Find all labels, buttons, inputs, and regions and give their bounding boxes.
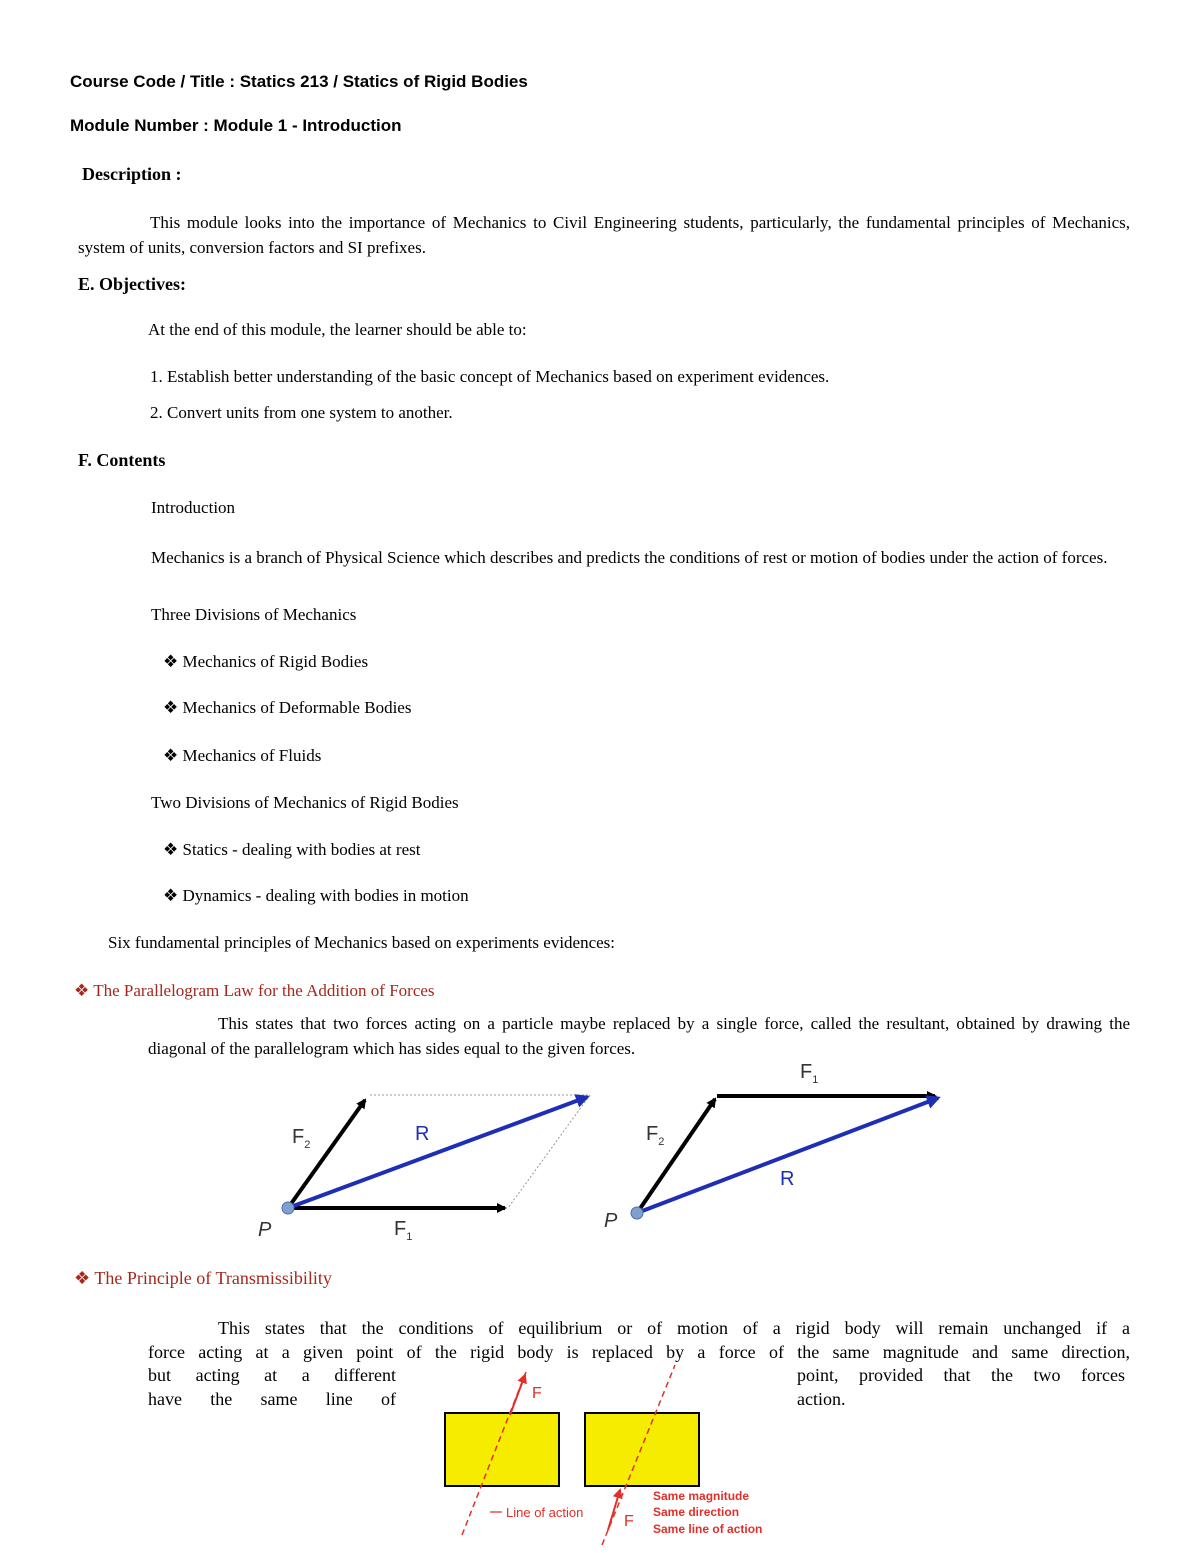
f2-vector-triangle	[637, 1099, 715, 1213]
objective-item-2: 2. Convert units from one system to another.	[150, 403, 453, 422]
rigid-body-left	[445, 1413, 559, 1486]
list-item-label: Dynamics - dealing with bodies in motion	[182, 886, 469, 905]
f2-label: $F_2$	[292, 1126, 311, 1151]
transmissibility-line-1: This states that the conditions of equilibrium or of motion of a rigid body will remain unchanged if a	[218, 1318, 1130, 1338]
list-item-label: Statics - dealing with bodies at rest	[182, 840, 421, 859]
note-same-magnitude: Same magnitude	[653, 1489, 750, 1503]
transmissibility-line-3-left: but acting at a different	[148, 1365, 396, 1385]
objective-item-1: 1. Establish better understanding of the basic concept of Mechanics based on experiment evidences.	[150, 367, 830, 386]
force-label-top: F	[532, 1385, 542, 1402]
bullet-icon: ❖	[163, 886, 179, 905]
list-item	[163, 746, 321, 766]
transmissibility-line-4-left: have the same line of	[148, 1389, 396, 1409]
parallelogram-law-text: This states that two forces acting on a particle maybe replaced by a single force, called the resultant, obtained by drawing the diagonal of the parallelogram which has sides equal to the given forces.	[148, 1014, 1130, 1058]
module-number: Module Number : Module 1 - Introduction	[70, 116, 402, 135]
transmissibility-line-2: force acting at a given point of the rigid body is replaced by a force of the same magnitude and same direction,	[148, 1342, 1130, 1362]
parallelogram-law-label: The Parallelogram Law for the Addition of Forces	[93, 981, 435, 1000]
resultant-vector	[288, 1097, 587, 1208]
force-arrow-top	[510, 1375, 525, 1415]
transmissibility-line-4-right: action.	[797, 1389, 846, 1409]
three-divisions-title: Three Divisions of Mechanics	[151, 605, 357, 624]
p-label-triangle: P	[604, 1210, 618, 1232]
list-item	[163, 886, 469, 906]
rigid-body-right	[585, 1413, 699, 1486]
parallelogram-figure	[250, 1060, 970, 1250]
line-of-action-label: Line of action	[506, 1505, 584, 1520]
resultant-vector-triangle	[637, 1098, 938, 1213]
transmissibility-figure	[430, 1360, 800, 1550]
force-label-bottom: F	[624, 1513, 634, 1530]
objectives-intro: At the end of this module, the learner should be able to:	[148, 320, 527, 339]
contents-heading: F. Contents	[78, 450, 166, 470]
list-item	[163, 698, 411, 718]
list-item	[163, 840, 420, 860]
f1-label-triangle: $F_1$	[800, 1061, 819, 1086]
objectives-heading: E. Objectives:	[78, 274, 186, 294]
bullet-icon: ❖	[163, 652, 179, 671]
particle-point	[282, 1202, 294, 1214]
course-title: Course Code / Title : Statics 213 / Statics of Rigid Bodies	[70, 72, 528, 91]
list-item-label: Mechanics of Rigid Bodies	[182, 652, 369, 671]
note-same-direction: Same direction	[653, 1505, 740, 1519]
f1-label: $F_1$	[394, 1218, 413, 1243]
introduction-title: Introduction	[151, 498, 236, 517]
description-text: This module looks into the importance of Mechanics to Civil Engineering students, particularly, the fundamental principles of Mechanics, system of units, conversion factors and SI prefixes.	[78, 213, 1130, 257]
r-label-triangle: R	[780, 1168, 795, 1190]
f2-label-triangle: $F_2$	[646, 1123, 665, 1148]
parallelogram-law-title	[74, 981, 435, 1001]
six-principles-intro: Six fundamental principles of Mechanics based on experiments evidences:	[108, 933, 616, 952]
transmissibility-line-3-right: point, provided that the two forces	[797, 1365, 1125, 1385]
description-heading: Description :	[82, 164, 182, 184]
particle-point-triangle	[631, 1207, 643, 1219]
r-label: R	[415, 1123, 430, 1145]
mechanics-definition: Mechanics is a branch of Physical Science which describes and predicts the conditions of rest or motion of bodies under the action of forces.	[151, 548, 1108, 567]
list-item-label: Mechanics of Deformable Bodies	[182, 698, 412, 717]
bullet-icon: ❖	[74, 1268, 91, 1288]
list-item	[163, 652, 368, 672]
bullet-icon: ❖	[163, 746, 179, 765]
bullet-icon: ❖	[163, 840, 179, 859]
bullet-icon: ❖	[163, 698, 179, 717]
force-arrow-bottom	[608, 1490, 620, 1530]
bullet-icon: ❖	[74, 981, 90, 1000]
p-label: P	[258, 1219, 272, 1241]
list-item-label: Mechanics of Fluids	[182, 746, 322, 765]
transmissibility-label: The Principle of Transmissibility	[94, 1268, 332, 1288]
transmissibility-title	[74, 1268, 332, 1289]
note-same-line-of-action: Same line of action	[653, 1522, 763, 1536]
two-divisions-title: Two Divisions of Mechanics of Rigid Bodies	[151, 793, 459, 812]
